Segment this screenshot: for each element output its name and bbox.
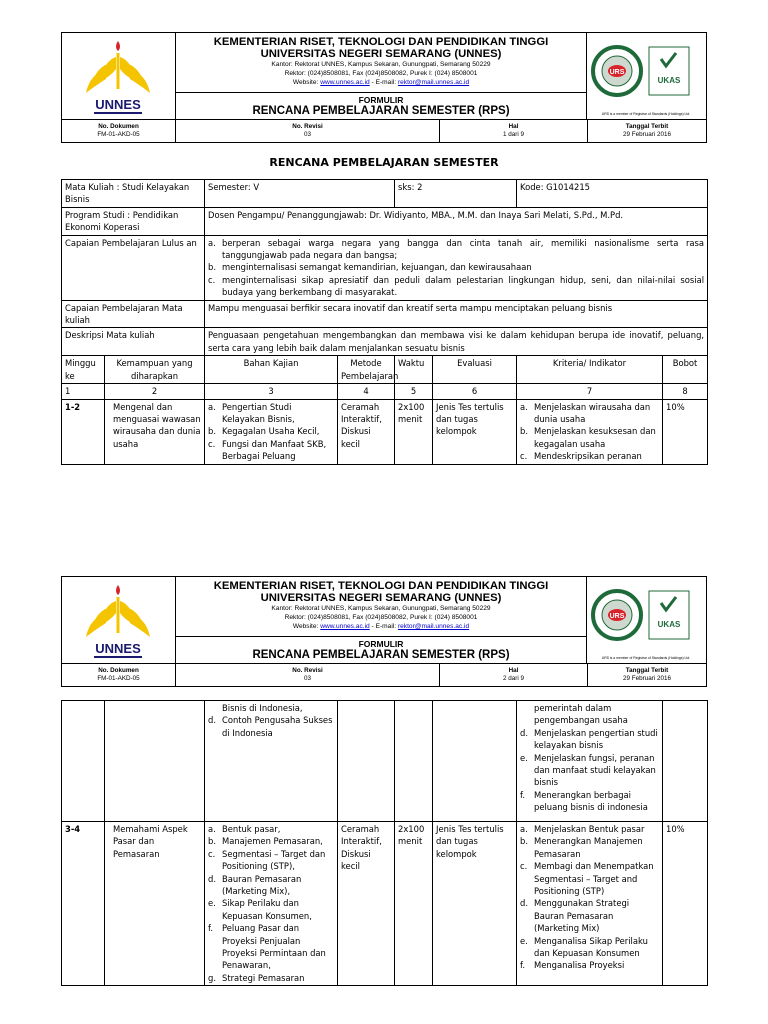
week-cell: 3-4 [62,822,105,986]
criteria-cell: a. Menjelaskan Bentuk pasar b. Menerangkan Manajemen Pemasaran c. Membagi dan Menempatkan Segmentasi – Target and Positioning (STP) d. Menggunakan Strategi Bauran Pemasaran (Marketing Mix) e. Menganalisa Sikap Perilaku dan Kepuasan Konsumen f. Menganalisa Proyeksi [517,822,663,986]
col-week: Minggu ke [62,356,105,384]
col-eval: Evaluasi [433,356,517,384]
page2-header: UNNES KEMENTERIAN RISET, TEKNOLOGI DAN PENDIDIKAN TINGGI UNIVERSITAS NEGERI SEMARANG (UNNES) Kantor: Rektorat UNNES, Kampus Sekaran, Gunungpati, Semarang 50229 Rektor: (024)8508081, Fax (024)8508082, Purek I: (024) 8508001 Website: www.unnes.ac.id - E-mail: rektor@mail.unnes.ac.id FORMULIR RENCANA PEMBELAJARAN SEMESTER (RPS) URS UKAS URS is a member of Registrar of Standards (Holdings) Ltd. No. Dokumen FM-01-AKD-05 No. Revisi 03 Hal 2 dari 9 Tanggal Terbit 29 Februari 2016 [61,576,707,687]
doc-number: FM-01-AKD-05 [97,131,140,138]
ability-cell: Memahami Aspek Pasar dan Pemasaran [105,822,205,986]
contact-line: Website: www.unnes.ac.id - E-mail: rektor@mail.unnes.ac.id [292,623,470,630]
formulir-label: FORMULIR [176,92,586,105]
list-item: c. menginternalisasi sikap apresiatif dan peduli dalam pelestarian lingkungan hidup, seni, dan nilai-nilai sosial budaya yang berkembang di masyarakat. [208,274,705,298]
doc-number: FM-01-AKD-05 [97,675,140,682]
col-method: Metode Pembelajaran [338,356,395,384]
col-ability: Kemampuan yang diharapkan [105,356,205,384]
list-item: b. menginternalisasi semangat kemandirian, kejuangan, dan kewirausahaan [208,262,532,273]
svg-text:URS: URS [609,69,625,76]
office-address: Kantor: Rektorat UNNES, Kampus Sekaran, Gunungpati, Semarang 50229 [271,61,491,68]
office-address: Kantor: Rektorat UNNES, Kampus Sekaran, Gunungpati, Semarang 50229 [271,605,491,612]
website-link[interactable]: www.unnes.ac.id [320,79,370,86]
svg-text:URS: URS [609,613,625,620]
rps-table-page2 [61,700,708,986]
ability-cell: Mengenal dan menguasai wawasan wirausaha dan dunia usaha [105,399,205,464]
cpmk-text: Mampu menguasai berfikir secara inovatif dan kreatif serta mampu menciptakan peluang bisnis [205,300,708,328]
cpl-list [205,235,708,300]
week-cell: 1-2 [62,399,105,464]
description-text: Penguasaan pengetahuan mengembangkan dan membawa visi ke dalam kehidupan berupa ide inovatif, peluang, serta cara yang lebih baik dalam menjalankan sesuatu bisnis [205,328,708,356]
column-number-row: 1 2 3 4 5 6 7 8 [62,384,708,399]
table-row [62,822,708,986]
criteria-cell: pemerintah dalam pengembangan usaha d. Menjelaskan pengertian studi kelayakan bisnis e. Menjelaskan fungsi, peranan dan manfaat studi kelayakan bisnis f. Menerangkan berbagai peluang bisnis di indonesia [517,701,663,822]
formulir-label: FORMULIR [176,636,586,649]
study-program: Program Studi : Pendidikan Ekonomi Koperasi [62,207,205,235]
material-cell: Bisnis di Indonesia, d. Contoh Pengusaha Sukses di Indonesia [205,701,338,822]
col-material: Bahan Kajian [205,356,338,384]
phone-numbers: Rektor: (024)8508081, Fax (024)8508082, Purek I: (024) 8508001 [284,70,478,77]
eval-cell: Jenis Tes tertulis dan tugas kelompok [433,822,517,986]
rps-table-page1 [61,179,708,465]
email-link[interactable]: rektor@mail.unnes.ac.id [397,79,470,86]
svg-text:UNNES: UNNES [95,97,141,112]
semester: Semester: V [205,180,395,208]
svg-text:UKAS: UKAS [657,76,681,85]
col-criteria: Kriteria/ Indikator [517,356,663,384]
cpmk-label: Capaian Pembelajaran Mata kuliah [62,300,205,328]
cpl-label: Capaian Pembelajaran Lulus an [62,235,205,300]
university-name: UNIVERSITAS NEGERI SEMARANG (UNNES) [260,48,502,60]
eval-cell: Jenis Tes tertulis dan tugas kelompok [433,399,517,464]
form-title: RENCANA PEMBELAJARAN SEMESTER (RPS) [252,649,510,661]
university-name: UNIVERSITAS NEGERI SEMARANG (UNNES) [260,592,502,604]
lecturers: Dosen Pengampu/ Penanggungjawab: Dr. Widiyanto, MBA., M.M. dan Inaya Sari Melati, S.Pd., M.Pd. [205,207,708,235]
unnes-logo [62,33,176,119]
revision-number: 03 [303,131,311,138]
email-link[interactable]: rektor@mail.unnes.ac.id [397,623,470,630]
svg-text:URS is a member of Registrar o: URS is a member of Registrar of Standards (Holdings) Ltd. [601,112,691,116]
method-cell: Ceramah Interaktif, Diskusi kecil [338,822,395,986]
ministry-name: KEMENTERIAN RISET, TEKNOLOGI DAN PENDIDIKAN TINGGI [213,580,549,592]
method-cell: Ceramah Interaktif, Diskusi kecil [338,399,395,464]
list-item: a. berperan sebagai warga negara yang bangga dan cinta tanah air, memiliki nasionalisme serta rasa tanggungjawab pada negara dan bangsa; [208,237,705,261]
material-cell: a. Bentuk pasar, b. Manajemen Pemasaran, c. Segmentasi – Target dan Positioning (STP), d. Bauran Pemasaran (Marketing Mix), e. Sikap Perilaku dan Kepuasan Konsumen, f. Peluang Pasar dan Proyeksi Penjualan Proyeksi Permintaan dan Penawaran, g. Strategi Pemasaran [205,822,338,986]
page-number: 1 dari 9 [502,131,524,138]
weight-cell: 10% [663,822,708,986]
col-weight: Bobot [663,356,708,384]
svg-text:UNNES: UNNES [95,641,141,656]
certification-badge [586,577,706,663]
revision-number: 03 [303,675,311,682]
description-label: Deskripsi Mata kuliah [62,328,205,356]
page-number: 2 dari 9 [502,675,524,682]
certification-badge [586,33,706,119]
ministry-name: KEMENTERIAN RISET, TEKNOLOGI DAN PENDIDIKAN TINGGI [213,36,549,48]
table-row [62,701,708,822]
svg-text:UKAS: UKAS [657,620,681,629]
phone-numbers: Rektor: (024)8508081, Fax (024)8508082, Purek I: (024) 8508001 [284,614,478,621]
material-cell: a. Pengertian Studi Kelayakan Bisnis, b. Kegagalan Usaha Kecil, c. Fungsi dan Manfaat SKB, Berbagai Peluang [205,399,338,464]
course-code: Kode: G1014215 [517,180,708,208]
website-link[interactable]: www.unnes.ac.id [320,623,370,630]
unnes-logo [62,577,176,663]
form-title: RENCANA PEMBELAJARAN SEMESTER (RPS) [252,105,510,117]
table-row [62,399,708,464]
document-title: RENCANA PEMBELAJARAN SEMESTER [269,156,499,169]
criteria-cell: a. Menjelaskan wirausaha dan dunia usaha b. Menjelaskan kesuksesan dan kegagalan usaha c. Mendeskripsikan peranan [517,399,663,464]
credits: sks: 2 [395,180,517,208]
issue-date: 29 Februari 2016 [623,131,671,138]
time-cell: 2x100 menit [395,822,433,986]
weight-cell: 10% [663,399,708,464]
course-name: Mata Kuliah : Studi Kelayakan Bisnis [62,180,205,208]
contact-line: Website: www.unnes.ac.id - E-mail: rektor@mail.unnes.ac.id [292,79,470,86]
page1-header: UNNES KEMENTERIAN RISET, TEKNOLOGI DAN PENDIDIKAN TINGGI UNIVERSITAS NEGERI SEMARANG (UNNES) Kantor: Rektorat UNNES, Kampus Sekaran, Gunungpati, Semarang 50229 Rektor: (024)8508081, Fax (024)8508082, Purek I: (024) 8508001 Website: www.unnes.ac.id - E-mail: rektor@mail.unnes.ac.id FORMULIR RENCANA PEMBELAJARAN SEMESTER (RPS) URS UKAS URS is a member of Registrar of Standards (Holdings) Ltd. No. Dokumen FM-01-AKD-05 No. Revisi 03 Hal 1 dari 9 Tanggal Terbit 29 Februari 2016 [61,32,707,143]
col-time: Waktu [395,356,433,384]
svg-text:URS is a member of Registrar o: URS is a member of Registrar of Standards (Holdings) Ltd. [601,656,691,660]
issue-date: 29 Februari 2016 [623,675,671,682]
table-header-row [62,356,708,384]
time-cell: 2x100 menit [395,399,433,464]
